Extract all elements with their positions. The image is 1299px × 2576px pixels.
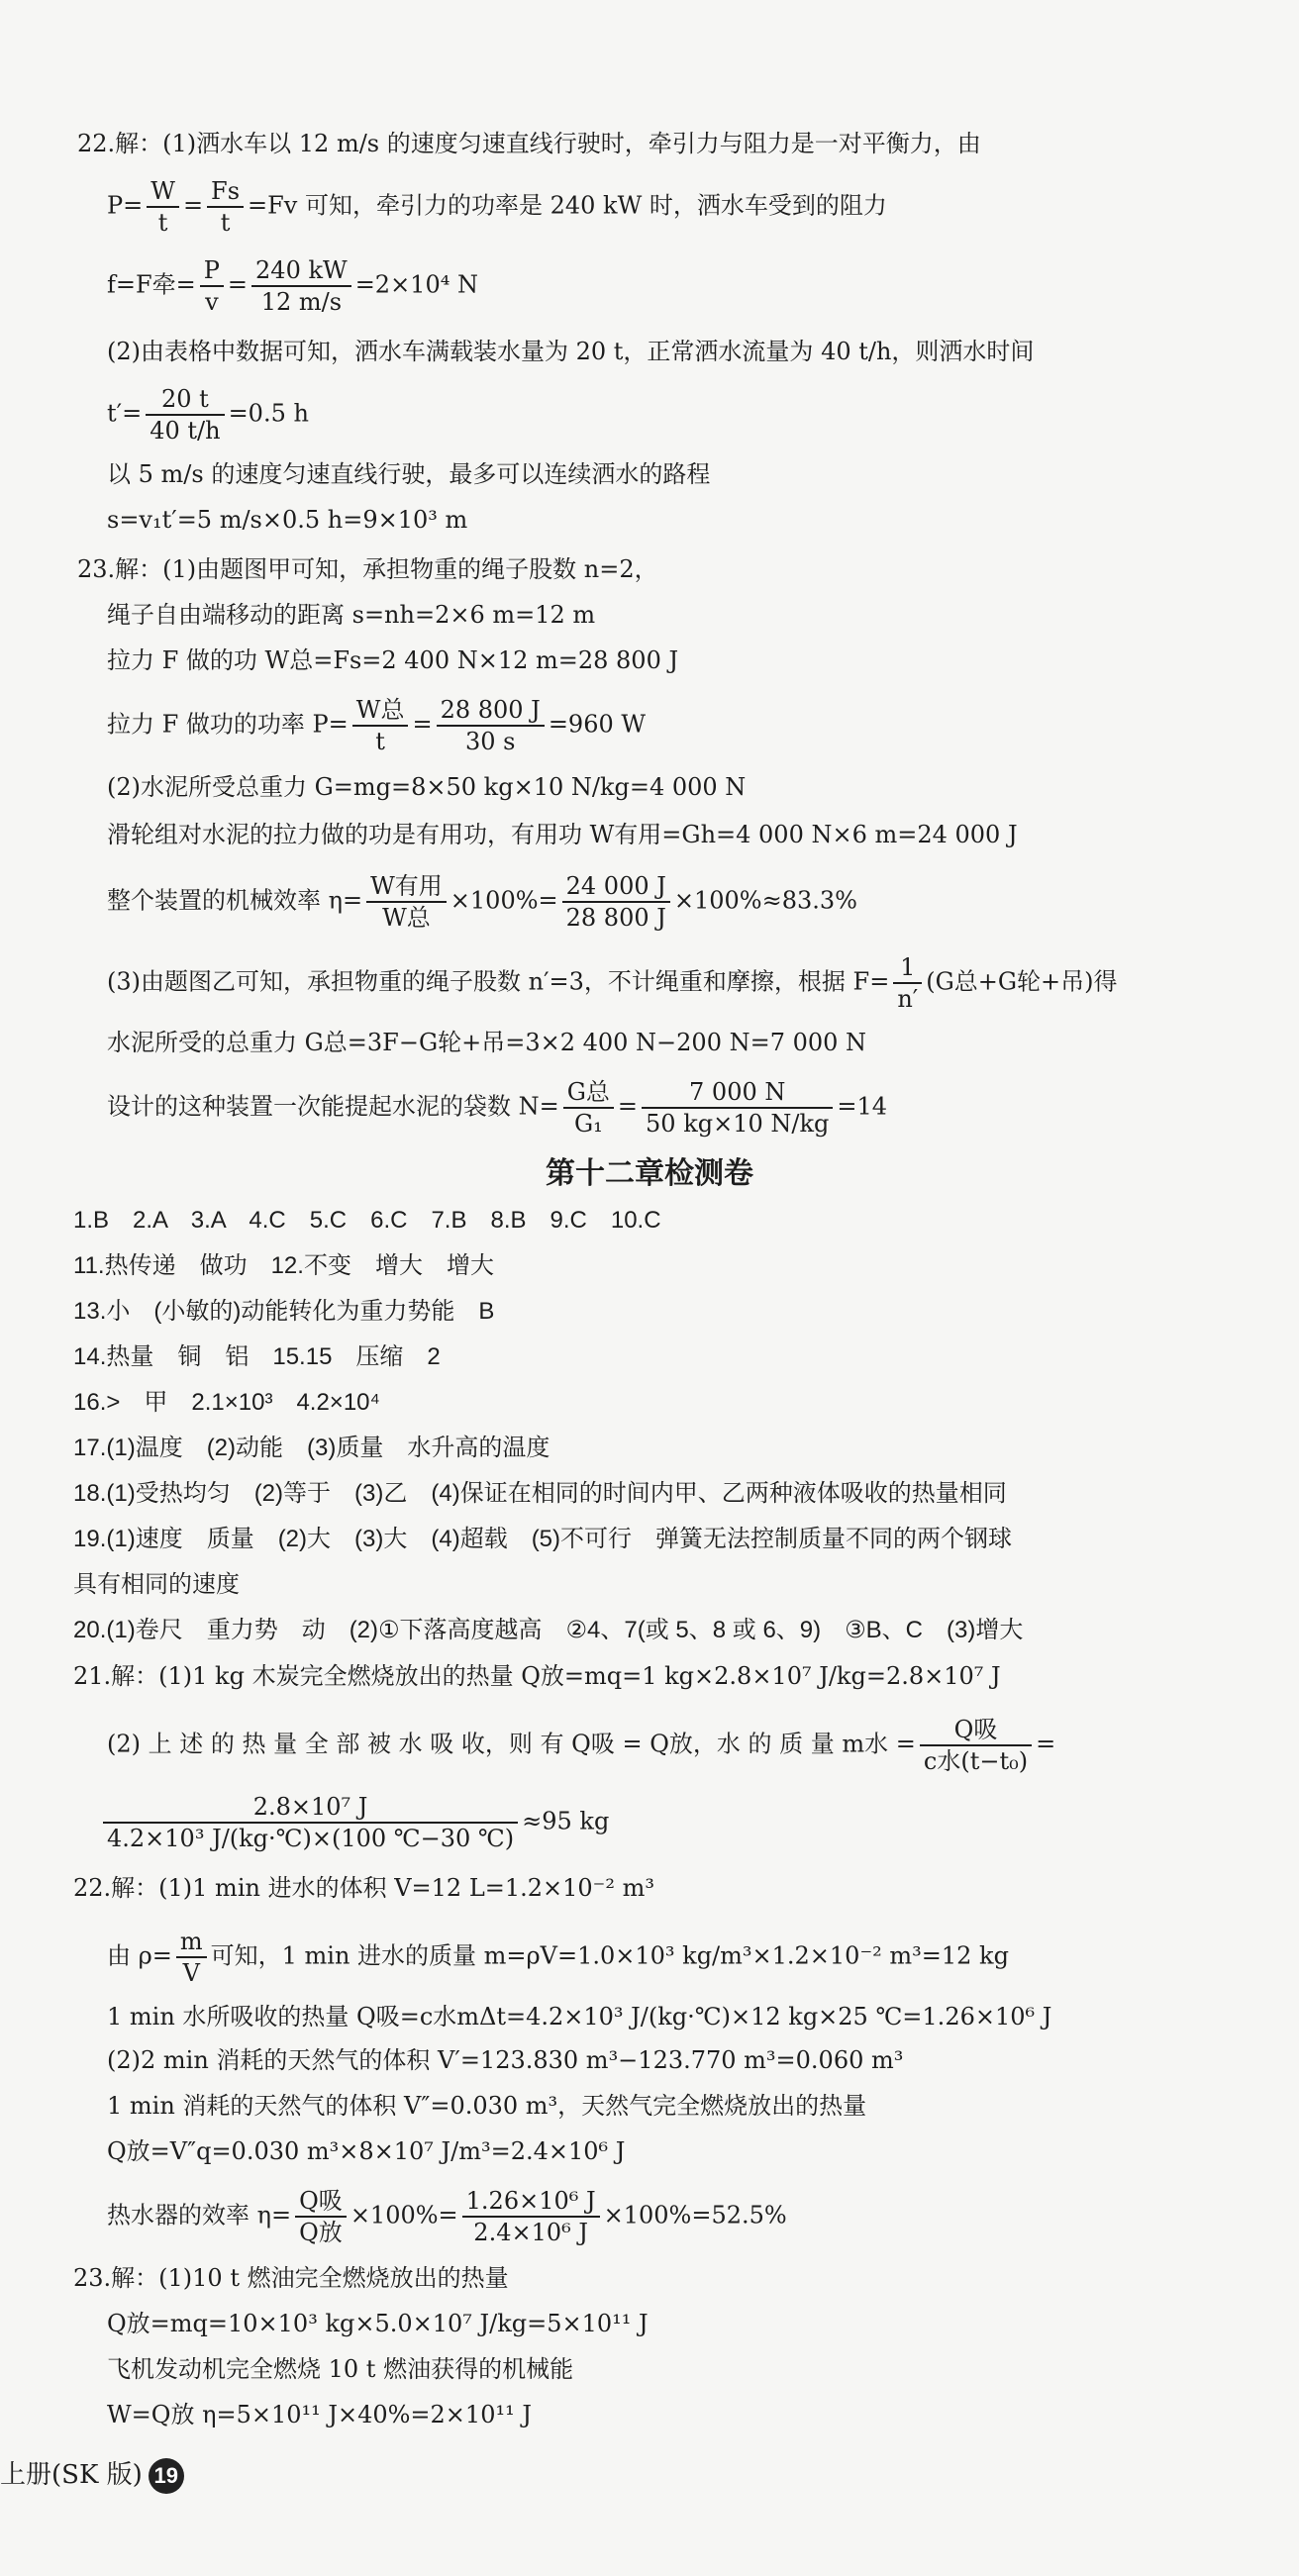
answers-19-cont: 具有相同的速度 xyxy=(73,1571,240,1598)
q22-frac-w-t xyxy=(147,176,179,238)
q23-line2: 绳子自由端移动的距离 s=nh=2×6 m=12 m xyxy=(107,601,596,629)
q22-line5 xyxy=(107,384,309,446)
q22-l3-pre: f=F牵= xyxy=(107,270,196,299)
q23-frac-bags xyxy=(642,1077,833,1139)
q23-line6: 滑轮组对水泥的拉力做的功是有用功，有用功 W有用=Gh=4 000 N×6 m=24 000 J xyxy=(107,821,1018,848)
frac-top: W xyxy=(147,176,179,208)
q23b-line4: W=Q放 η=5×10¹¹ J×40%=2×10¹¹ J xyxy=(107,2401,532,2428)
q22b-l7-pre: 热水器的效率 η= xyxy=(107,2201,292,2229)
frac-top: 1 xyxy=(893,952,922,984)
footer-text: 上册(SK 版) xyxy=(0,2460,143,2490)
frac-top: W有用 xyxy=(366,871,447,903)
q22-line1: 22.解：(1)洒水车以 12 m/s 的速度匀速直线行驶时，牵引力与阻力是一对平衡力，由 xyxy=(77,130,981,157)
q22b-frac-m-v xyxy=(176,1927,207,1988)
q21-l3-post: ≈95 kg xyxy=(522,1807,610,1835)
answers-18: 18.(1)受热均匀 (2)等于 (3)乙 (4)保证在相同的时间内甲、乙两种液体吸收的热量相同 xyxy=(73,1480,1007,1507)
q23-frac-g xyxy=(563,1077,614,1139)
frac-bottom: 50 kg×10 N/kg xyxy=(646,1110,830,1138)
frac-bottom: t xyxy=(157,209,168,237)
q23-line9: 水泥所受的总重力 G总=3F−G轮+吊=3×2 400 N−200 N=7 000 N xyxy=(107,1029,867,1056)
q22-frac-p-v xyxy=(200,255,224,317)
q22-frac-fs-t xyxy=(207,176,244,238)
q22b-l7-post: ×100%=52.5% xyxy=(603,2201,787,2229)
q22-l2-pre: P= xyxy=(107,191,144,220)
answers-19: 19.(1)速度 质量 (2)大 (3)大 (4)超载 (5)不可行 弹簧无法控制质量不同的两个钢球 xyxy=(73,1526,1013,1552)
q21-frac-mass xyxy=(920,1715,1032,1776)
answers-13: 13.小 (小敏的)动能转化为重力势能 B xyxy=(73,1298,495,1325)
q22-frac-time xyxy=(146,384,224,446)
frac-top: 7 000 N xyxy=(642,1077,833,1109)
q22-line6: 以 5 m/s 的速度匀速直线行驶，最多可以连续洒水的路程 xyxy=(107,460,711,488)
answers-11-12: 11.热传递 做功 12.不变 增大 增大 xyxy=(73,1252,494,1279)
frac-bottom: t xyxy=(375,728,385,755)
q23-frac-eff xyxy=(366,871,447,933)
frac-bottom: Q放 xyxy=(299,2219,343,2246)
q22b-line3: 1 min 水所吸收的热量 Q吸=c水mΔt=4.2×10³ J/(kg·℃)×12 kg×25 ℃=1.26×10⁶ J xyxy=(107,2003,1052,2031)
frac-bottom: 40 t/h xyxy=(150,417,221,445)
q21-l2-pre: (2) 上 述 的 热 量 全 部 被 水 吸 收，则 有 Q吸 = Q放，水 的 质 量 m水 = xyxy=(107,1730,916,1758)
answers-1-10: 1.B 2.A 3.A 4.C 5.C 6.C 7.B 8.B 9.C 10.C xyxy=(73,1207,661,1234)
q22b-line6: Q放=V″q=0.030 m³×8×10⁷ J/m³=2.4×10⁶ J xyxy=(107,2137,626,2165)
frac-bottom: V xyxy=(182,1959,200,1987)
q23-l10-post: =14 xyxy=(837,1092,888,1121)
frac-top: 1.26×10⁶ J xyxy=(462,2186,600,2218)
q22-line3 xyxy=(107,255,478,317)
q23-line4 xyxy=(107,695,646,756)
q23-line5: (2)水泥所受总重力 G=mg=8×50 kg×10 N/kg=4 000 N xyxy=(107,773,747,801)
frac-bottom: 30 s xyxy=(464,728,516,755)
frac-bottom: W总 xyxy=(382,904,431,932)
q23b-line2: Q放=mq=10×10³ kg×5.0×10⁷ J/kg=5×10¹¹ J xyxy=(107,2310,649,2337)
page-number-badge: 19 xyxy=(149,2458,184,2494)
frac-top: 2.8×10⁷ J xyxy=(103,1792,518,1824)
q23-line8 xyxy=(107,952,1118,1014)
frac-top: 240 kW xyxy=(251,255,351,287)
frac-bottom: 2.4×10⁶ J xyxy=(473,2219,588,2246)
frac-top: Fs xyxy=(207,176,244,208)
q22-line7: s=v₁t′=5 m/s×0.5 h=9×10³ m xyxy=(107,506,468,534)
q23-line1: 23.解：(1)由题图甲可知，承担物重的绳子股数 n=2， xyxy=(77,555,658,583)
answers-16: 16.> 甲 2.1×10³ 4.2×10⁴ xyxy=(73,1389,380,1416)
q22b-frac-q xyxy=(295,2186,347,2247)
q22b-frac-val xyxy=(462,2186,600,2247)
frac-top: 28 800 J xyxy=(437,695,545,727)
q22-l5-post: =0.5 h xyxy=(228,399,309,428)
q23-l8-pre: (3)由题图乙可知，承担物重的绳子股数 n′=3，不计绳重和摩擦，根据 F= xyxy=(107,967,890,996)
q23b-line3: 飞机发动机完全燃烧 10 t 燃油获得的机械能 xyxy=(107,2355,574,2383)
q21-line1: 21.解：(1)1 kg 木炭完全燃烧放出的热量 Q放=mq=1 kg×2.8×10⁷ J/kg=2.8×10⁷ J xyxy=(73,1662,1001,1690)
frac-bottom: 28 800 J xyxy=(565,904,666,932)
q22-l3-post: =2×10⁴ N xyxy=(354,270,478,299)
answers-14-15: 14.热量 铜 铝 15.15 压缩 2 xyxy=(73,1343,441,1370)
q23-frac-eff-val xyxy=(562,871,670,933)
q23-line10 xyxy=(107,1077,887,1139)
q23-l4-eq: = xyxy=(412,710,433,739)
q22-l3-eq: = xyxy=(227,270,249,299)
frac-bottom: v xyxy=(205,288,219,316)
answers-20: 20.(1)卷尺 重力势 动 (2)①下落高度越高 ②4、7(或 5、8 或 6、9) ③B、C (3)增大 xyxy=(73,1617,1024,1643)
page-footer xyxy=(0,2455,184,2495)
answers-17: 17.(1)温度 (2)动能 (3)质量 水升高的温度 xyxy=(73,1435,550,1461)
frac-top: 20 t xyxy=(146,384,224,416)
frac-top: Q吸 xyxy=(920,1715,1032,1746)
q22b-line2 xyxy=(107,1927,1009,1988)
q23-line3: 拉力 F 做的功 W总=Fs=2 400 N×12 m=28 800 J xyxy=(107,646,679,674)
frac-top: 24 000 J xyxy=(562,871,670,903)
q23-line7 xyxy=(107,871,857,933)
frac-bottom: c水(t−t₀) xyxy=(923,1747,1029,1775)
q23-l8-post: (G总+G轮+吊)得 xyxy=(926,967,1118,996)
q23-l7-mid: ×100%= xyxy=(450,886,558,915)
q23-frac-w-t xyxy=(352,695,409,756)
q22b-line1: 22.解：(1)1 min 进水的体积 V=12 L=1.2×10⁻² m³ xyxy=(73,1874,654,1902)
q22b-l2-post: 可知，1 min 进水的质量 m=ρV=1.0×10³ kg/m³×1.2×10⁻² m³=12 kg xyxy=(210,1941,1009,1970)
q22-l2-post: =Fv 可知，牵引力的功率是 240 kW 时，洒水车受到的阻力 xyxy=(248,191,887,220)
q21-l2-post: = xyxy=(1036,1730,1056,1758)
chapter-title: 第十二章检测卷 xyxy=(546,1156,753,1191)
q22b-line7 xyxy=(107,2186,787,2247)
q23b-line1: 23.解：(1)10 t 燃油完全燃烧放出的热量 xyxy=(73,2264,509,2292)
frac-bottom: n′ xyxy=(897,985,919,1013)
q22b-line5: 1 min 消耗的天然气的体积 V″=0.030 m³，天然气完全燃烧放出的热量 xyxy=(107,2092,867,2120)
q22-l2-eq: = xyxy=(182,191,204,220)
q22-l5-pre: t′= xyxy=(107,399,143,428)
frac-top: W总 xyxy=(352,695,409,727)
q23-l7-post: ×100%≈83.3% xyxy=(673,886,857,915)
q23-frac-j-s xyxy=(437,695,545,756)
q22b-l7-mid: ×100%= xyxy=(350,2201,458,2229)
q23-l4-post: =960 W xyxy=(548,710,647,739)
frac-top: m xyxy=(176,1927,207,1958)
frac-top: P xyxy=(200,255,224,287)
q23-l4-pre: 拉力 F 做功的功率 P= xyxy=(107,710,349,739)
q22-line2 xyxy=(107,176,887,238)
q22b-l2-pre: 由 ρ= xyxy=(107,1941,172,1970)
q21-line2 xyxy=(107,1715,1055,1776)
q22-line4: (2)由表格中数据可知，洒水车满载装水量为 20 t，正常洒水流量为 40 t/h，则洒水时间 xyxy=(107,338,1035,365)
frac-bottom: G₁ xyxy=(573,1110,603,1138)
frac-bottom: t xyxy=(220,209,231,237)
q22b-line4: (2)2 min 消耗的天然气的体积 V′=123.830 m³−123.770 m³=0.060 m³ xyxy=(107,2046,904,2074)
q23-frac-one-n xyxy=(893,952,922,1014)
q23-l10-eq: = xyxy=(617,1092,639,1121)
frac-top: Q吸 xyxy=(295,2186,347,2218)
frac-top: G总 xyxy=(563,1077,614,1109)
q21-frac-result xyxy=(103,1792,518,1853)
q23-l10-pre: 设计的这种装置一次能提起水泥的袋数 N= xyxy=(107,1092,559,1121)
frac-bottom: 4.2×10³ J/(kg·℃)×(100 ℃−30 ℃) xyxy=(107,1825,515,1852)
q23-l7-pre: 整个装置的机械效率 η= xyxy=(107,886,363,915)
frac-bottom: 12 m/s xyxy=(260,288,343,316)
q21-line3 xyxy=(99,1792,609,1853)
q22-frac-kw xyxy=(251,255,351,317)
